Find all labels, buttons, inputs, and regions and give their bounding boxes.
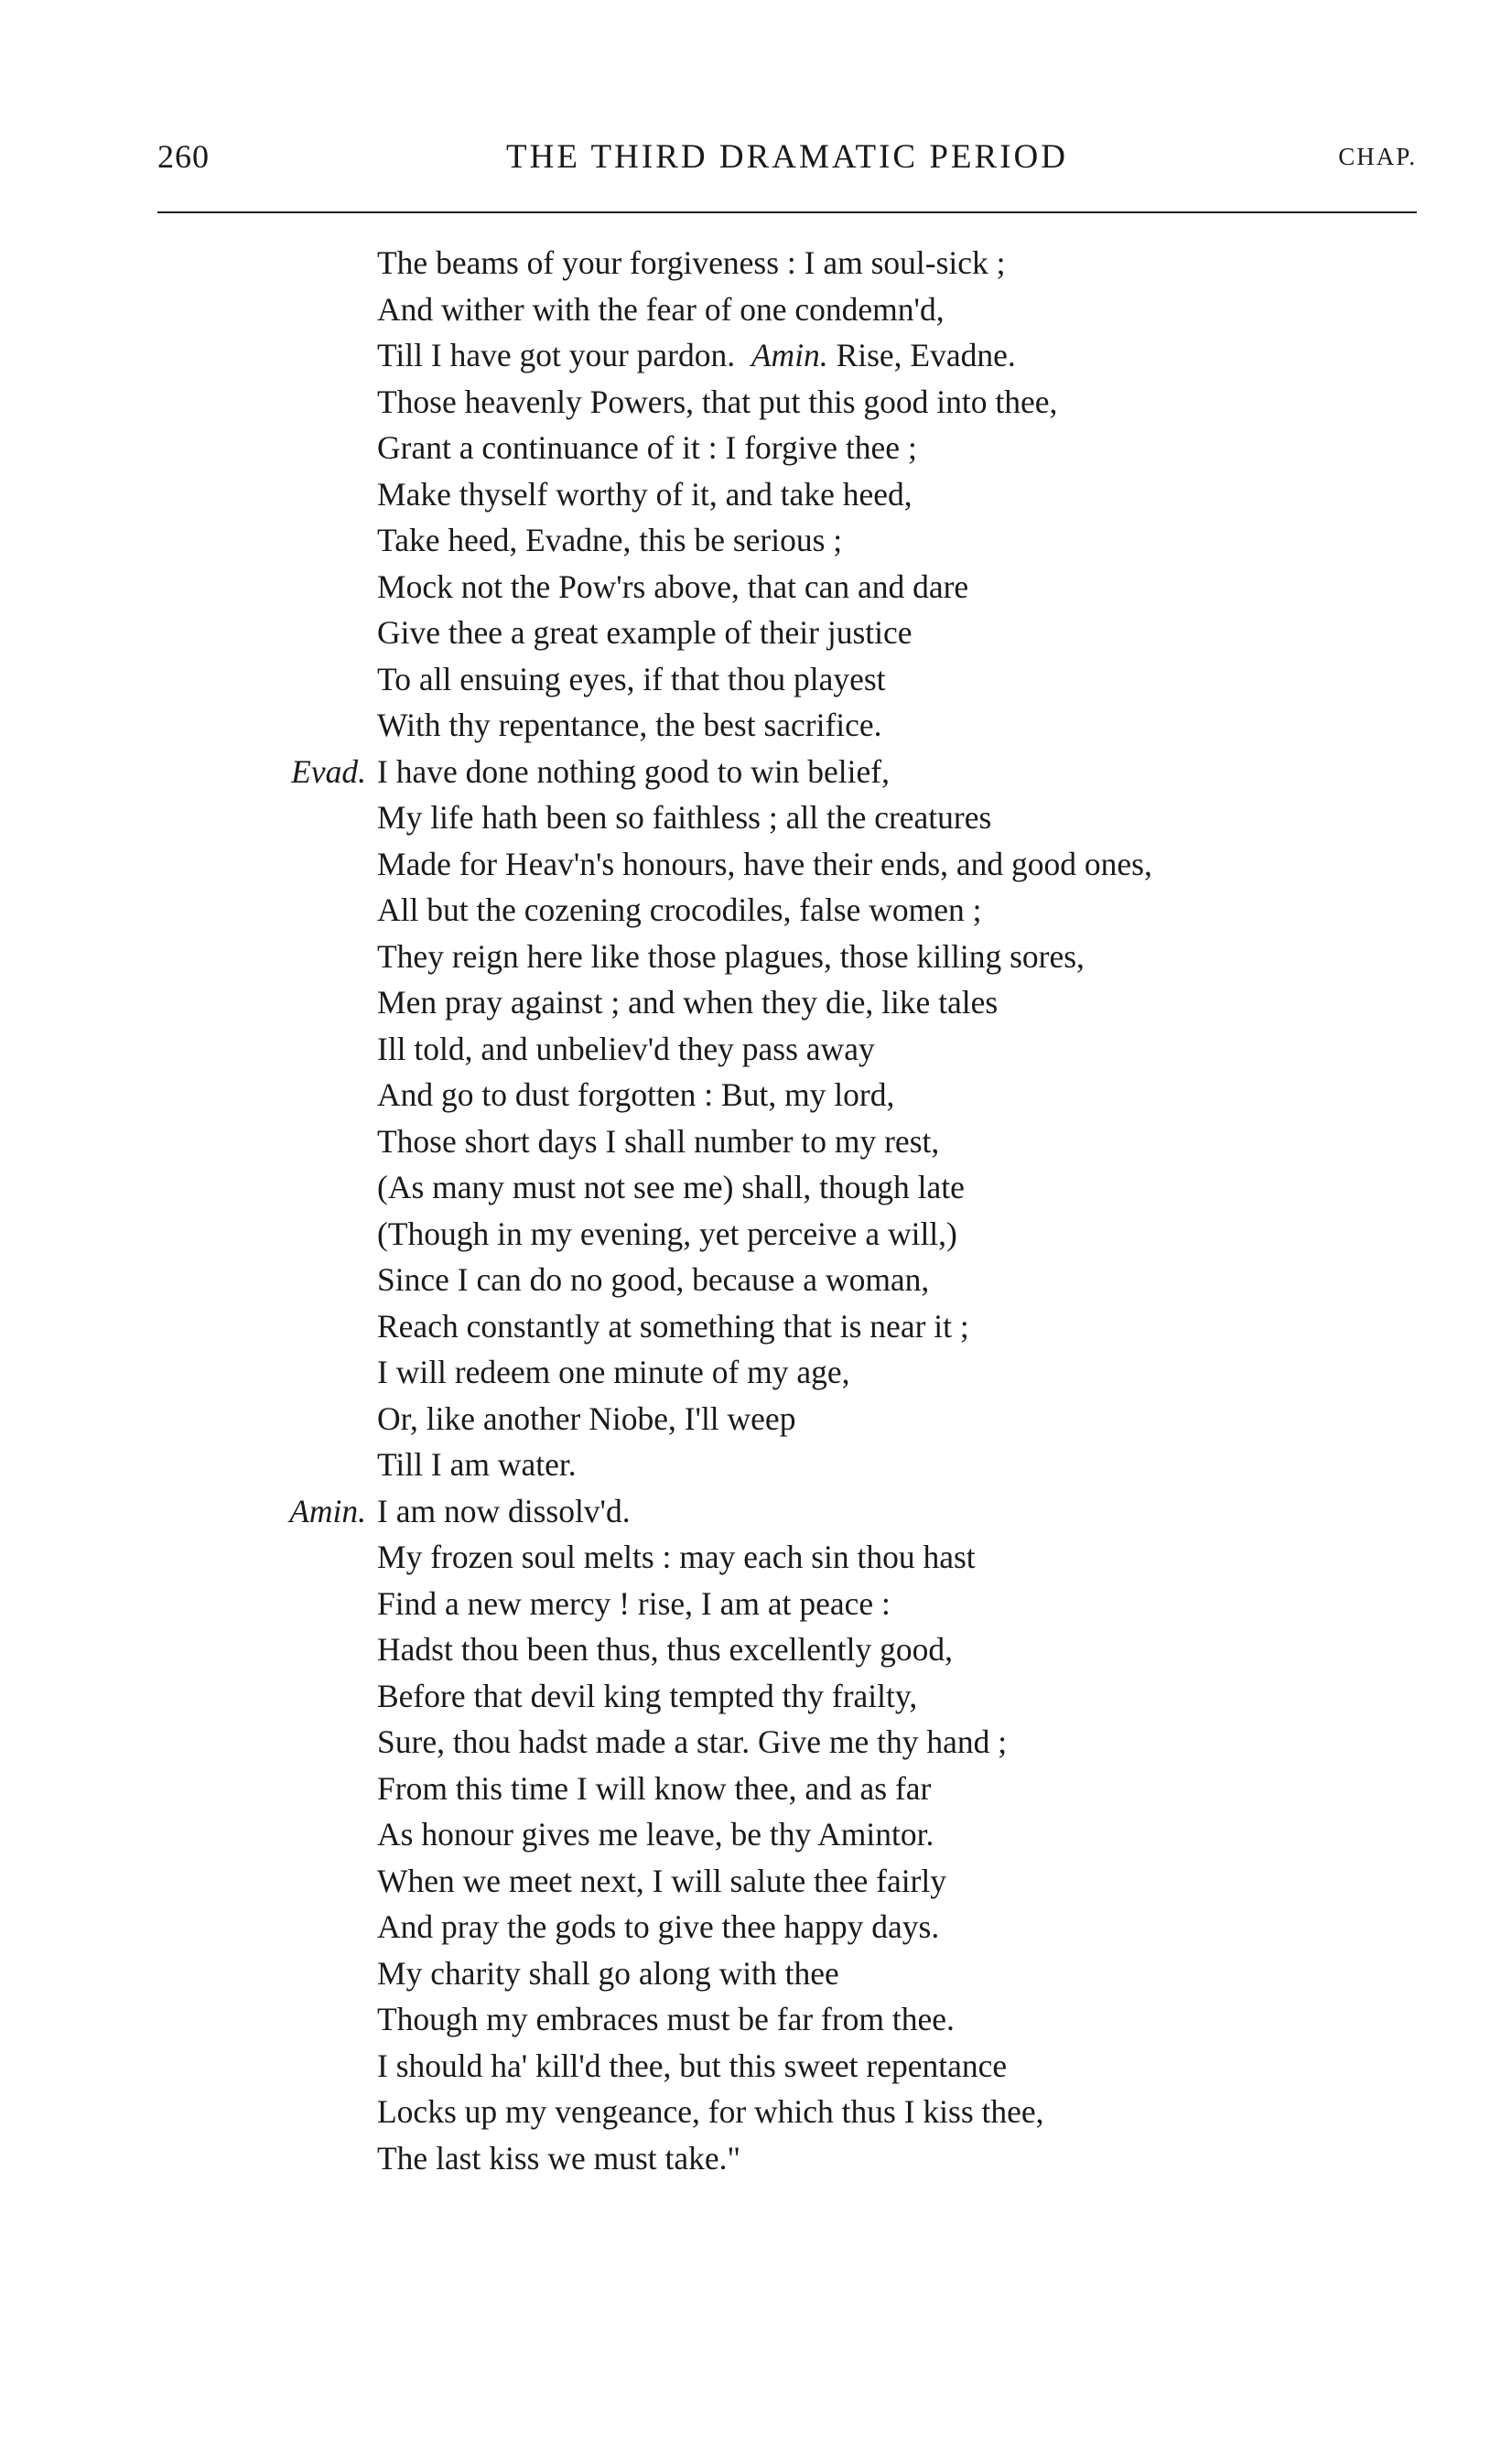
verse-line: [0, 1257, 1512, 1303]
verse-text: I will redeem one minute of my age,: [377, 1354, 850, 1390]
verse-line: [0, 471, 1512, 518]
verse-text: And wither with the fear of one condemn'd,: [377, 290, 945, 328]
verse-text: (Though in my evening, yet perceive a will,): [377, 1215, 957, 1252]
verse-line: [0, 1766, 1512, 1812]
verse-text: From this time I will know thee, and as far: [377, 1769, 932, 1807]
verse-line: [0, 887, 1512, 934]
verse-line: [0, 1581, 1512, 1627]
verse-text: Before that devil king tempted thy frailty,: [377, 1677, 918, 1714]
verse-line: [0, 2135, 1512, 2182]
verse-line: [0, 1719, 1512, 1766]
verse-line: [0, 240, 1512, 286]
verse-text: Since I can do no good, because a woman,: [377, 1261, 930, 1298]
verse-text: Locks up my vengeance, for which thus I kiss thee,: [377, 2093, 1044, 2130]
verse-line: [0, 610, 1512, 656]
verse-text: When we meet next, I will salute thee fairly: [377, 1862, 946, 1899]
running-title: THE THIRD DRAMATIC PERIOD: [506, 138, 1068, 176]
verse-line: [0, 1164, 1512, 1211]
verse-text: And pray the gods to give thee happy days.: [377, 1908, 940, 1945]
verse-line: [0, 1349, 1512, 1396]
verse-line: [0, 1534, 1512, 1581]
verse-text: The beams of your forgiveness : I am soul-sick ;: [377, 244, 1006, 281]
verse-text: Till I am water.: [377, 1446, 577, 1483]
speaker-name: Evad.: [291, 752, 366, 790]
verse-text: I have done nothing good to win belief,: [377, 752, 890, 790]
verse-text: Or, like another Niobe, I'll weep: [377, 1399, 796, 1437]
verse-text: Ill told, and unbeliev'd they pass away: [377, 1030, 875, 1067]
verse-text: Sure, thou hadst made a star. Give me thy hand ;: [377, 1723, 1008, 1760]
verse-line: [0, 1626, 1512, 1673]
verse-text: And go to dust forgotten : But, my lord,: [377, 1076, 895, 1113]
verse-text: Though my embraces must be far from thee.: [377, 2001, 955, 2037]
verse-line: [0, 564, 1512, 610]
verse-line: [0, 1396, 1512, 1442]
verse-text-segment: Till I have got your pardon.: [377, 337, 751, 373]
verse-text: With thy repentance, the best sacrifice.: [377, 707, 882, 743]
verse-line: [0, 1673, 1512, 1720]
page-header: [157, 137, 1417, 192]
page-number: 260: [157, 138, 210, 175]
verse-line: [0, 1442, 1512, 1488]
verse-line: [0, 979, 1512, 1026]
verse-line: [0, 379, 1512, 426]
verse-text: Make thyself worthy of it, and take heed,: [377, 475, 913, 513]
verse-line: [0, 425, 1512, 471]
verse-text: Find a new mercy ! rise, I am at peace :: [377, 1584, 891, 1622]
header-rule: [157, 211, 1417, 213]
verse-line: [0, 1488, 1512, 1535]
verse-text: My frozen soul melts : may each sin thou hast: [377, 1539, 976, 1575]
verse-line: [0, 794, 1512, 841]
verse-text: Mock not the Pow'rs above, that can and dare: [377, 567, 969, 605]
verse-line: [0, 841, 1512, 888]
verse-line: [0, 1858, 1512, 1905]
verse-text: My charity shall go along with thee: [377, 1954, 839, 1992]
section-label: CHAP.: [1338, 143, 1417, 170]
verse-line: [0, 1303, 1512, 1350]
verse-text: Those heavenly Powers, that put this good into thee,: [377, 383, 1058, 420]
verse-text: Hadst thou been thus, thus excellently good,: [377, 1631, 954, 1668]
verse-line: [0, 517, 1512, 564]
verse-line: [0, 1026, 1512, 1073]
verse-line: [0, 749, 1512, 795]
verse-line: [0, 934, 1512, 980]
verse-line: [0, 1072, 1512, 1118]
verse-line: [0, 1118, 1512, 1165]
verse-line: [0, 1211, 1512, 1258]
verse-line: [0, 2089, 1512, 2135]
speaker-name: Amin.: [289, 1492, 366, 1529]
verse-text: Reach constantly at something that is near it ;: [377, 1307, 969, 1345]
verse-text: All but the cozening crocodiles, false women ;: [377, 891, 982, 928]
verse-line: [0, 286, 1512, 333]
verse-line: [0, 1904, 1512, 1950]
verse-text: I should ha' kill'd thee, but this sweet repentance: [377, 2047, 1008, 2084]
verse-line: [0, 1811, 1512, 1858]
verse-text: Those short days I shall number to my rest,: [377, 1122, 940, 1160]
verse-text: To all ensuing eyes, if that thou playest: [377, 660, 886, 697]
verse-line: [0, 1996, 1512, 2043]
verse-block: [0, 240, 1512, 2181]
verse-text: My life hath been so faithless ; all the creatures: [377, 799, 992, 836]
verse-text: They reign here like those plagues, those killing sores,: [377, 937, 1085, 975]
verse-line: [0, 656, 1512, 703]
verse-text: (As many must not see me) shall, though late: [377, 1169, 965, 1205]
inline-speaker-name: Amin.: [751, 337, 828, 373]
verse-text: [377, 332, 1016, 379]
verse-line: [0, 332, 1512, 379]
verse-text: Men pray against ; and when they die, like tales: [377, 984, 999, 1021]
verse-line: [0, 2043, 1512, 2090]
verse-text: Grant a continuance of it : I forgive thee ;: [377, 429, 917, 466]
verse-text: Give thee a great example of their justice: [377, 614, 913, 651]
verse-text: As honour gives me leave, be thy Amintor.: [377, 1816, 934, 1853]
verse-text: Made for Heav'n's honours, have their ends, and good ones,: [377, 845, 1152, 882]
verse-text: The last kiss we must take.": [377, 2139, 741, 2177]
verse-text: I am now dissolv'd.: [377, 1492, 631, 1529]
verse-text: Take heed, Evadne, this be serious ;: [377, 522, 843, 558]
verse-line: [0, 702, 1512, 749]
verse-line: [0, 1950, 1512, 1997]
verse-text-segment: Rise, Evadne.: [827, 337, 1016, 373]
